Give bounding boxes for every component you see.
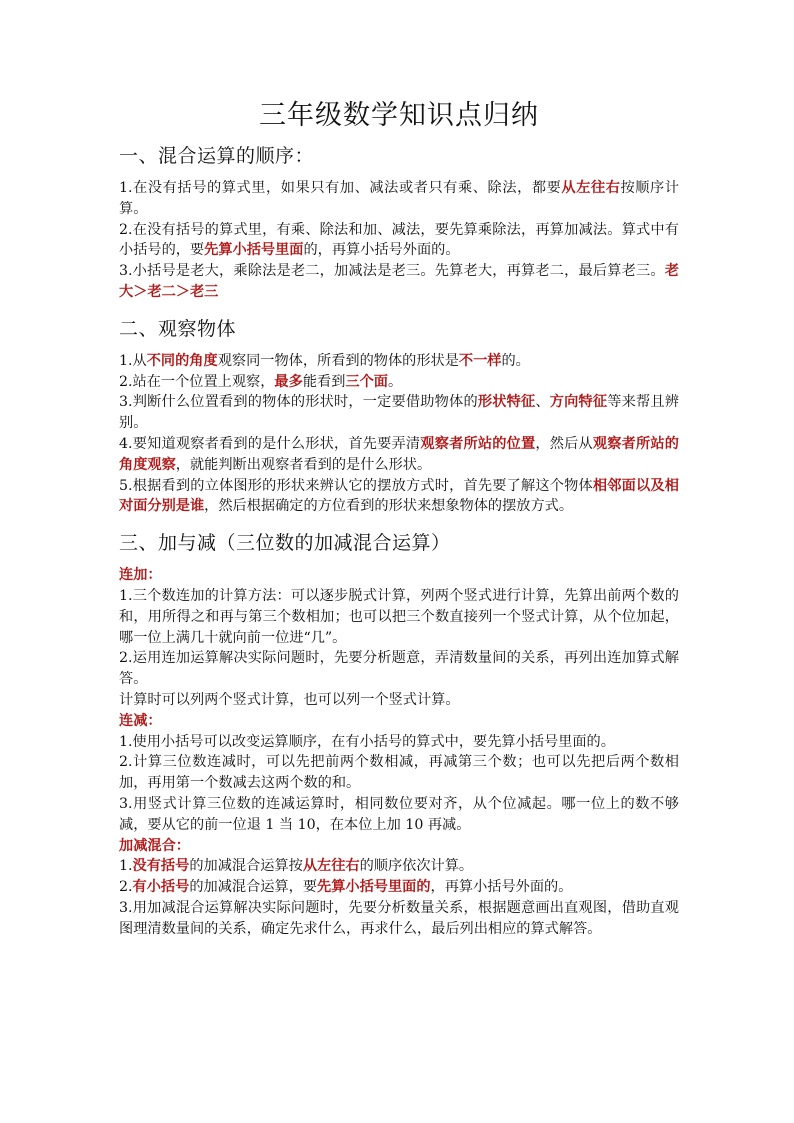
section-heading: 二、观察物体 [119, 317, 237, 340]
highlight-text: 不同的角度 [146, 352, 218, 369]
paragraph [119, 732, 679, 753]
paragraph [119, 261, 679, 303]
text-run: 1.三个数连加的计算方法：可以逐步脱式计算，列两个竖式进行计算，先算出前两个数的和，用所得之和再与第三个数相加；也可以把三个数直接列一个竖式计算，从个位加起，哪一位上满几十就向前一位进“几”。 [119, 587, 679, 646]
highlight-text: 三个面 [345, 373, 388, 390]
section-gap [119, 303, 679, 309]
text-run: 、 [535, 394, 550, 411]
text-run: 1.使用小括号可以改变运算顺序，在有小括号的算式中，要先算小括号里面的。 [119, 733, 615, 750]
text-run: 的加减混合运算，要 [189, 879, 318, 896]
text-run: 计算时可以列两个竖式计算，也可以列一个竖式计算。 [119, 691, 460, 708]
text-run: 1. [119, 858, 133, 875]
text-run: 的顺序依次计算。 [359, 858, 474, 875]
text-run: ，然后从 [535, 435, 593, 452]
section [119, 529, 679, 939]
text-run: 5.根据看到的立体图形的形状来辨认它的摆放方式时，首先要了解这个物体 [119, 477, 593, 494]
paragraph [119, 392, 679, 434]
text-run: 3.用加减混合运算解决实际问题时，先要分析数量关系，根据题意画出直观图，借助直观图理清数量间的关系，确定先求什么，再求什么，最后列出相应的算式解答。 [119, 899, 679, 937]
text-run: ，再算小括号外面的。 [430, 879, 573, 896]
highlight-text: 从左往右 [302, 858, 360, 875]
section-gap [119, 940, 679, 946]
paragraph [119, 434, 679, 476]
paragraph [119, 178, 679, 220]
highlight-text: 最多 [274, 373, 303, 390]
paragraph [119, 586, 679, 648]
highlight-text: 老大＞老二＞老三 [119, 263, 679, 300]
text-run: 观察同一物体，所看到的物体的形状是 [217, 352, 459, 369]
document-page [119, 96, 679, 946]
text-run: 3.判断什么位置看到的物体的形状时，一定要借助物体的 [119, 394, 478, 411]
subsection-heading: 连加： [119, 567, 162, 584]
text-run: 2.在没有括号的算式里，有乘、除法和加、减法，要先算乘除法，再算加减法。算式中有小括号的，要 [119, 221, 679, 259]
text-run: 2.运用连加运算解决实际问题时，先要分析题意，弄清数量间的关系，再列出连加算式解答。 [119, 650, 679, 688]
text-run: 的。 [501, 352, 530, 369]
text-run: 2.计算三位数连减时，可以先把前两个数相减，再减第三个数；也可以先把后两个数相加，再用第一个数减去这两个数的和。 [119, 754, 679, 792]
paragraph [119, 220, 679, 262]
document-body [119, 142, 679, 946]
paragraph [119, 690, 679, 711]
paragraph [119, 648, 679, 690]
page-title: 三年级数学知识点归纳 [259, 100, 539, 131]
text-run: ，然后根据确定的方位看到的形状来想象物体的摆放方式。 [204, 498, 574, 515]
paragraph [119, 752, 679, 794]
text-run: 的，再算小括号外面的。 [303, 242, 460, 259]
section [119, 315, 679, 517]
highlight-text: 观察者所站的角度观察 [119, 435, 679, 473]
text-run: 4.要知道观察者看到的是什么形状，首先要弄清 [119, 435, 421, 452]
text-run: 3.用竖式计算三位数的连减运算时，相同数位要对齐，从个位减起。哪一位上的数不够减，要从它的前一位退 1 当 10，在本位上加 10 再减。 [119, 795, 679, 833]
text-run: 。 [387, 373, 403, 390]
text-run: 1.在没有括号的算式里，如果只有加、减法或者只有乘、除法，都要 [119, 180, 562, 196]
paragraph [119, 351, 679, 372]
section-heading: 三、加与减（三位数的加减混合运算） [119, 532, 451, 555]
paragraph [119, 898, 679, 940]
paragraph [119, 476, 679, 518]
subsection-heading: 连减： [119, 712, 162, 729]
text-run: 按顺序计算。 [119, 180, 679, 217]
highlight-text: 观察者所站的位置 [420, 435, 536, 452]
text-run: 2.站在一个位置上观察， [119, 373, 275, 390]
paragraph [119, 372, 679, 393]
subsection-heading: 加减混合： [119, 837, 190, 854]
text-run: 3.小括号是老大，乘除法是老二，加减法是老三。先算老大，再算老二，最后算老三。 [119, 263, 665, 280]
section-heading: 一、混合运算的顺序： [119, 145, 315, 167]
text-run: 的加减混合运算按 [189, 858, 303, 875]
highlight-text: 方向特征 [549, 394, 608, 411]
highlight-text: 形状特征 [477, 394, 536, 411]
highlight-text: 相邻面以及相对面分别是谁 [119, 477, 679, 515]
text-run: ，就能判断出观察者看到的是什么形状。 [175, 456, 432, 473]
highlight-text: 没有括号 [132, 858, 190, 875]
highlight-text: 先算小括号里面 [204, 242, 304, 259]
text-run: 2. [119, 879, 133, 896]
section [119, 142, 679, 303]
highlight-text: 有小括号 [132, 879, 190, 896]
highlight-text: 从左往右 [561, 180, 621, 196]
paragraph [119, 794, 679, 836]
highlight-text: 先算小括号里面的 [317, 879, 431, 896]
text-run: 等来帮且辨别。 [119, 394, 679, 432]
highlight-text: 不一样 [458, 352, 502, 369]
text-run: 能看到 [302, 373, 346, 390]
section-gap [119, 517, 679, 523]
paragraph [119, 877, 679, 898]
text-run: 1.从 [119, 352, 147, 369]
paragraph [119, 856, 679, 877]
